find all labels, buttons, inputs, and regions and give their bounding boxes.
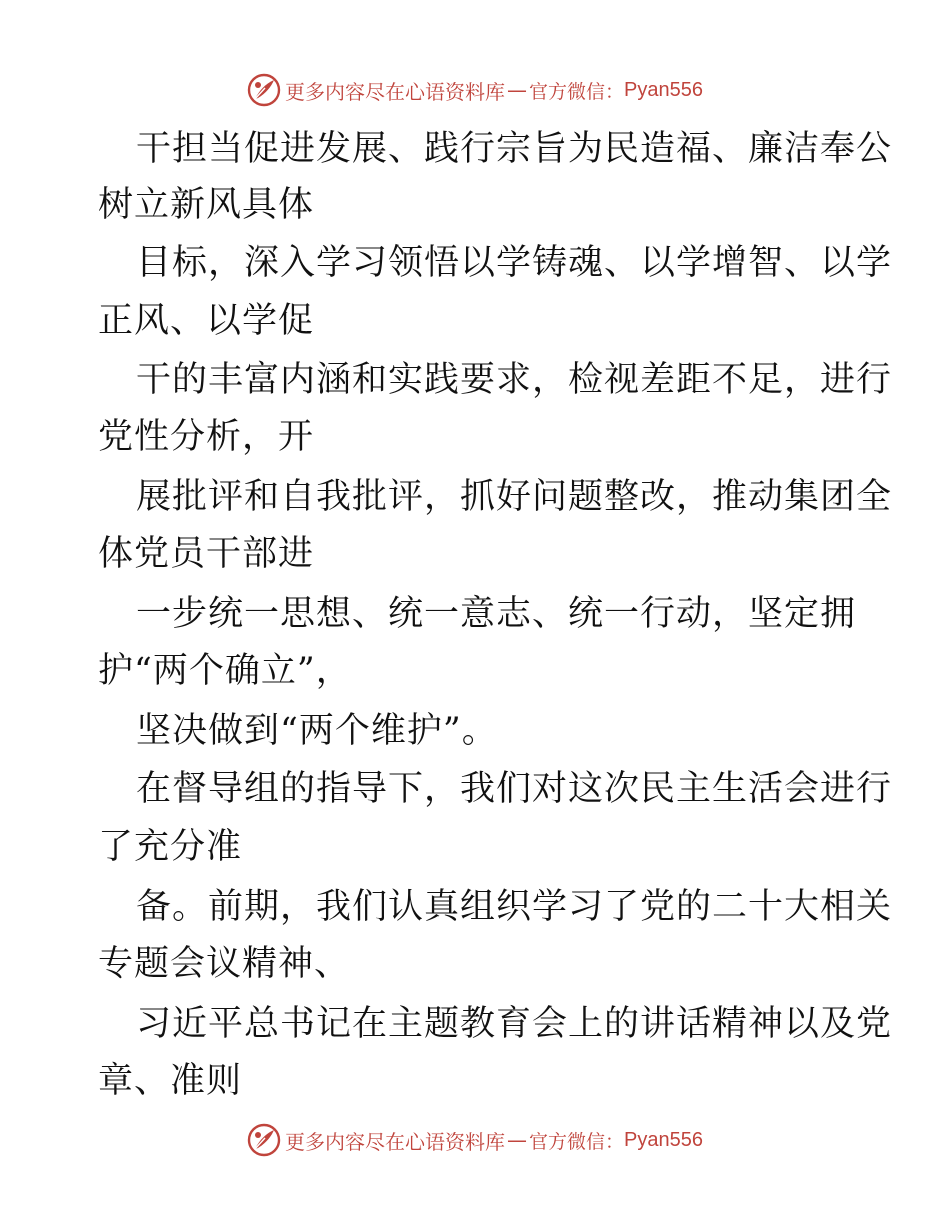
- text-line: 目标，深入学习领悟以学铸魂、以学增智、以学: [136, 243, 893, 283]
- text-line: 展批评和自我批评，抓好问题整改，推动集团全: [136, 477, 893, 517]
- text-line: 护“两个确立”，: [98, 651, 352, 691]
- header-promo-text: 更多内容尽在心语资料库: [285, 79, 505, 104]
- text-line: 干的丰富内涵和实践要求，检视差距不足，进行: [136, 360, 893, 400]
- footer-separator: —: [507, 1128, 527, 1152]
- text-line: 备。前期，我们认真组织学习了党的二十大相关: [136, 887, 893, 927]
- text-line: 坚决做到“两个维护”。: [136, 711, 498, 751]
- text-line: 正风、以学促: [98, 301, 315, 341]
- footer-banner: [0, 1120, 950, 1160]
- header-banner: [0, 70, 950, 110]
- text-line: 在督导组的指导下，我们对这次民主生活会进行: [136, 769, 893, 809]
- text-line: 专题会议精神、: [98, 944, 351, 984]
- footer-wechat-id: Pyan556: [624, 1128, 703, 1151]
- text-line: 一步统一思想、统一意志、统一行动，坚定拥: [136, 594, 857, 634]
- text-line: 党性分析，开: [98, 417, 315, 457]
- header-wechat-label: 官方微信：: [529, 80, 625, 103]
- text-line: 体党员干部进: [98, 534, 315, 574]
- header-wechat-id: Pyan556: [624, 78, 703, 101]
- text-line: 章、准则: [98, 1061, 243, 1101]
- quill-logo-icon: [247, 73, 281, 107]
- text-line: 习近平总书记在主题教育会上的讲话精神以及党: [136, 1004, 893, 1044]
- text-line: 树立新风具体: [98, 185, 315, 225]
- quill-logo-icon: [247, 1123, 281, 1157]
- footer-wechat-label: 官方微信：: [529, 1130, 625, 1153]
- text-line: 了充分准: [98, 827, 243, 867]
- footer-promo-text: 更多内容尽在心语资料库: [285, 1129, 505, 1154]
- header-separator: —: [507, 78, 527, 102]
- text-line: 干担当促进发展、践行宗旨为民造福、廉洁奉公: [136, 129, 893, 169]
